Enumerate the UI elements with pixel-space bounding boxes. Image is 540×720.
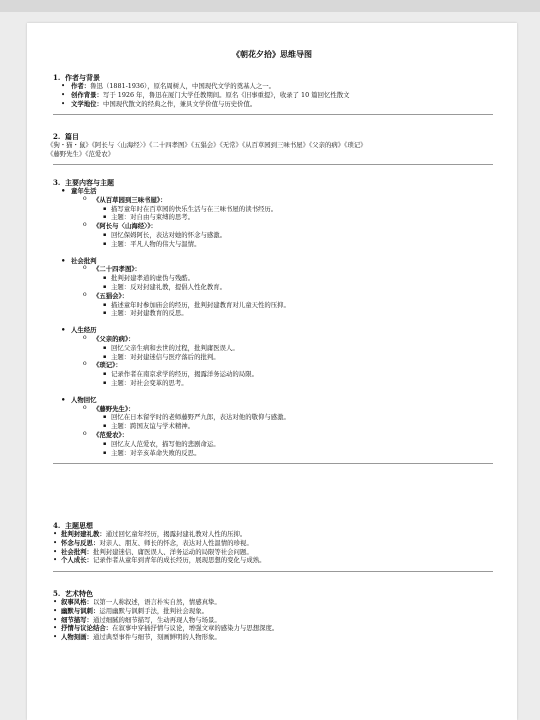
section-artistic-features (53, 589, 493, 642)
section-heading (53, 589, 493, 598)
item-label: 人物刻画： (61, 633, 93, 642)
work-description: ▪ 回忆在日本留学时的老师藤野严九郎，表达对他的敬仰与感激。 (53, 413, 493, 422)
list-item (53, 624, 493, 633)
work-description: ▪ 回忆友人范爱农，描写他的悲剧命运。 (53, 440, 493, 449)
section-main-ideas (53, 521, 493, 574)
item-text: 中国现代散文的经典之作，兼具文学价值与历史价值。 (102, 99, 257, 108)
item-label: 个人成长： (61, 556, 93, 565)
work-title: o 《琐记》： (53, 361, 493, 370)
list-item (53, 607, 493, 616)
work-theme: ▪ 主题：跨国友谊与学术精神。 (53, 422, 493, 431)
list-item (53, 82, 493, 91)
section-number: 2. (53, 132, 61, 141)
work-title: o 《父亲的病》： (53, 335, 493, 344)
list-item (53, 556, 493, 565)
list-item (53, 633, 493, 642)
section-heading (53, 521, 493, 530)
section-content-themes (53, 178, 493, 466)
item-label: 叙事风格： (61, 598, 93, 606)
divider (53, 164, 493, 165)
item-text: 批判封建迷信、庸医误人、洋务运动的局限等社会问题。 (92, 547, 253, 556)
divider (53, 571, 493, 572)
work-description: ▪ 描写童年时在百草园的快乐生活与在三味书屋的读书经历。 (53, 205, 493, 214)
section-title: 篇目 (65, 132, 79, 141)
item-text: 鲁迅（1881-1936），原名周树人，中国现代文学的奠基人之一。 (90, 82, 276, 90)
work-description: ▪ 记录作者在南京求学的经历，揭露洋务运动的局限。 (53, 370, 493, 379)
chapter-list-line: 《藤野先生》《范爱农》 (47, 149, 115, 158)
item-text: 通过典型事件与细节，刻画鲜明的人物形象。 (92, 633, 221, 642)
section-title: 主要内容与主题 (65, 178, 114, 187)
item-label: 作者： (71, 82, 91, 90)
section-number: 3. (53, 178, 61, 187)
work-theme: ▪ 主题：对封建教育的反思。 (53, 309, 493, 318)
section-heading (53, 178, 493, 187)
item-text: 以第一人称叙述，语言朴实自然，情感真挚。 (92, 598, 221, 606)
section-number: 1. (53, 73, 61, 82)
item-text: 通过细腻的细节描写，生动再现人物与场景。 (92, 615, 221, 624)
section-title: 艺术特色 (65, 589, 93, 598)
section-heading (53, 73, 493, 82)
document-title: 《朝花夕拾》思维导图 (232, 49, 312, 59)
work-title: o 《从百草园到三味书屋》： (53, 196, 493, 205)
list-item (53, 539, 493, 548)
item-text: 写于 1926 年，鲁迅在厦门大学任教期间。原名《旧事重提》，收录了 10 篇回忆性散文 (102, 90, 350, 99)
work-title: o 《五猖会》： (53, 292, 493, 301)
divider (53, 114, 493, 115)
item-text: 对亲人、朋友、师长的怀念，表达对人性温情的珍视。 (99, 538, 253, 547)
work-theme: ▪ 主题：对社会变革的思考。 (53, 379, 493, 388)
divider (53, 463, 493, 464)
work-title: o 《阿长与〈山海经〉》： (53, 222, 493, 231)
section-number: 4. (53, 521, 61, 530)
group-heading: • 童年生活 (53, 187, 493, 196)
list-item (53, 91, 493, 100)
item-label: 细节描写： (61, 615, 93, 624)
work-description: ▪ 回忆保姆阿长，表达对她的怀念与感激。 (53, 231, 493, 240)
group-heading: • 人生经历 (53, 326, 493, 335)
item-label: 文学地位： (71, 99, 103, 108)
work-description: ▪ 描述童年时参加庙会的经历，批判封建教育对儿童天性的压抑。 (53, 301, 493, 310)
work-title: o 《二十四孝图》： (53, 265, 493, 274)
item-text: 运用幽默与讽刺手法，批判社会现象。 (99, 606, 208, 615)
item-label: 社会批判： (61, 547, 93, 556)
viewer-top-bar (0, 0, 540, 12)
work-theme: ▪ 主题：对自由与束缚的思考。 (53, 213, 493, 222)
work-description: ▪ 回忆父亲生病和去世的过程，批判庸医误人。 (53, 344, 493, 353)
group-heading: • 人物回忆 (53, 396, 493, 405)
work-description: ▪ 批判封建孝道的虚伪与残酷。 (53, 274, 493, 283)
section-title: 主题思想 (65, 521, 93, 530)
item-text: 记录作者从童年到青年的成长经历，展现思想的变化与成熟。 (92, 556, 266, 565)
item-label: 怀念与反思： (61, 538, 100, 547)
group-heading: • 社会批判 (53, 257, 493, 266)
item-label: 批判封建礼教： (61, 530, 106, 538)
work-theme: ▪ 主题：对辛亥革命失败的反思。 (53, 449, 493, 458)
chapter-list-line: 《狗・猫・鼠》《阿长与〈山海经〉》《二十四孝图》《五猖会》《无常》《从百草园到三味书屋》《父亲的病》《琐记》 (47, 141, 367, 149)
document-page (27, 23, 517, 720)
work-title: o 《范爱农》： (53, 431, 493, 440)
section-chapters (47, 132, 493, 167)
work-theme: ▪ 主题：反对封建礼教，提倡人性化教育。 (53, 283, 493, 292)
section-heading (53, 132, 493, 141)
section-author-background (53, 73, 493, 117)
item-label: 创作背景： (71, 90, 103, 99)
list-item (53, 598, 493, 607)
item-label: 幽默与讽刺： (61, 606, 100, 615)
list-item (53, 530, 493, 539)
section-number: 5. (53, 589, 61, 598)
item-text: 通过回忆童年经历，揭露封建礼教对人性的压抑。 (105, 530, 247, 538)
work-theme: ▪ 主题：对封建迷信与医疗落后的批判。 (53, 353, 493, 362)
work-theme: ▪ 主题：平凡人物的伟大与温情。 (53, 240, 493, 249)
list-item (53, 100, 493, 109)
work-title: o 《藤野先生》： (53, 405, 493, 414)
section-title: 作者与背景 (65, 73, 100, 82)
item-text: 在叙事中穿插抒情与议论，增强文章的感染力与思想深度。 (112, 624, 279, 633)
item-label: 抒情与议论结合： (61, 624, 113, 633)
